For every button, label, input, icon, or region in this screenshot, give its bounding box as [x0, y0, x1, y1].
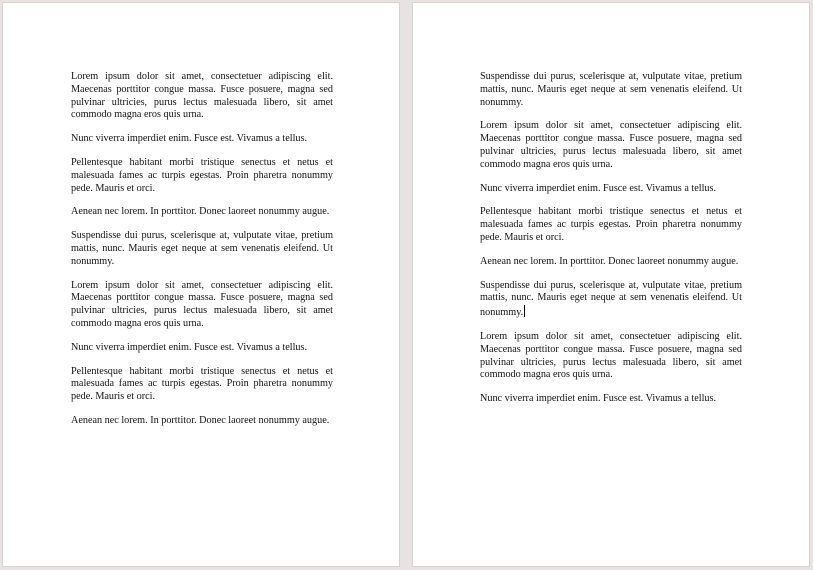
document-page-2[interactable] — [413, 3, 809, 566]
paragraph-with-cursor[interactable] — [480, 280, 742, 320]
paragraph[interactable]: Nunc viverra imperdiet enim. Fusce est. Vivamus a tellus. — [71, 133, 308, 145]
text-cursor — [524, 305, 525, 317]
paragraph[interactable]: Nunc viverra imperdiet enim. Fusce est. Vivamus a tellus. — [480, 182, 717, 194]
paragraph[interactable]: Aenean nec lorem. In porttitor. Donec laoreet nonummy augue. — [480, 255, 739, 267]
paragraph[interactable]: Pellentesque habitant morbi tristique senectus et netus et malesuada fames ac turpis egestas. Proin pharetra nonummy pede. Mauris et orci. — [71, 156, 333, 194]
paragraph[interactable]: Pellentesque habitant morbi tristique senectus et netus et malesuada fames ac turpis egestas. Proin pharetra nonummy pede. Mauris et orci. — [480, 206, 742, 243]
paragraph[interactable]: Lorem ipsum dolor sit amet, consectetuer adipiscing elit. Maecenas porttitor congue massa. Fusce posuere, magna sed pulvinar ultricies, purus lectus malesuada libero, sit amet commodo magna eros quis urna. — [71, 71, 333, 121]
paragraph[interactable]: Aenean nec lorem. In porttitor. Donec laoreet nonummy augue. — [71, 206, 330, 218]
paragraph[interactable]: Suspendisse dui purus, scelerisque at, vulputate vitae, pretium mattis, nunc. Mauris eget neque at sem venenatis eleifend. Ut nonummy. — [480, 71, 742, 108]
page-2-body[interactable] — [480, 71, 742, 417]
paragraph[interactable]: Lorem ipsum dolor sit amet, consectetuer adipiscing elit. Maecenas porttitor congue massa. Fusce posuere, magna sed pulvinar ultricies, purus lectus malesuada libero, sit amet commodo magna eros quis urna. — [480, 120, 742, 170]
paragraph[interactable]: Pellentesque habitant morbi tristique senectus et netus et malesuada fames ac turpis egestas. Proin pharetra nonummy pede. Mauris et orci. — [71, 365, 333, 403]
paragraph[interactable]: Lorem ipsum dolor sit amet, consectetuer adipiscing elit. Maecenas porttitor congue massa. Fusce posuere, magna sed pulvinar ultricies, purus lectus malesuada libero, sit amet commodo magna eros quis urna. — [480, 330, 742, 381]
page-1-body[interactable] — [71, 71, 333, 439]
document-page-1[interactable] — [3, 3, 399, 566]
paragraph[interactable]: Nunc viverra imperdiet enim. Fusce est. Vivamus a tellus. — [71, 341, 308, 353]
paragraph[interactable]: Aenean nec lorem. In porttitor. Donec laoreet nonummy augue. — [71, 414, 330, 426]
paragraph-text: Suspendisse dui purus, scelerisque at, vulputate vitae, pretium mattis, nunc. Mauris eget neque at sem venenatis eleifend. Ut nonummy. — [480, 279, 742, 319]
paragraph[interactable]: Suspendisse dui purus, scelerisque at, vulputate vitae, pretium mattis, nunc. Mauris eget neque at sem venenatis eleifend. Ut nonummy. — [71, 230, 333, 267]
paragraph[interactable]: Lorem ipsum dolor sit amet, consectetuer adipiscing elit. Maecenas porttitor congue massa. Fusce posuere, magna sed pulvinar ultricies, purus lectus malesuada libero, sit amet commodo magna eros quis urna. — [71, 279, 333, 329]
paragraph[interactable]: Nunc viverra imperdiet enim. Fusce est. Vivamus a tellus. — [480, 393, 717, 405]
